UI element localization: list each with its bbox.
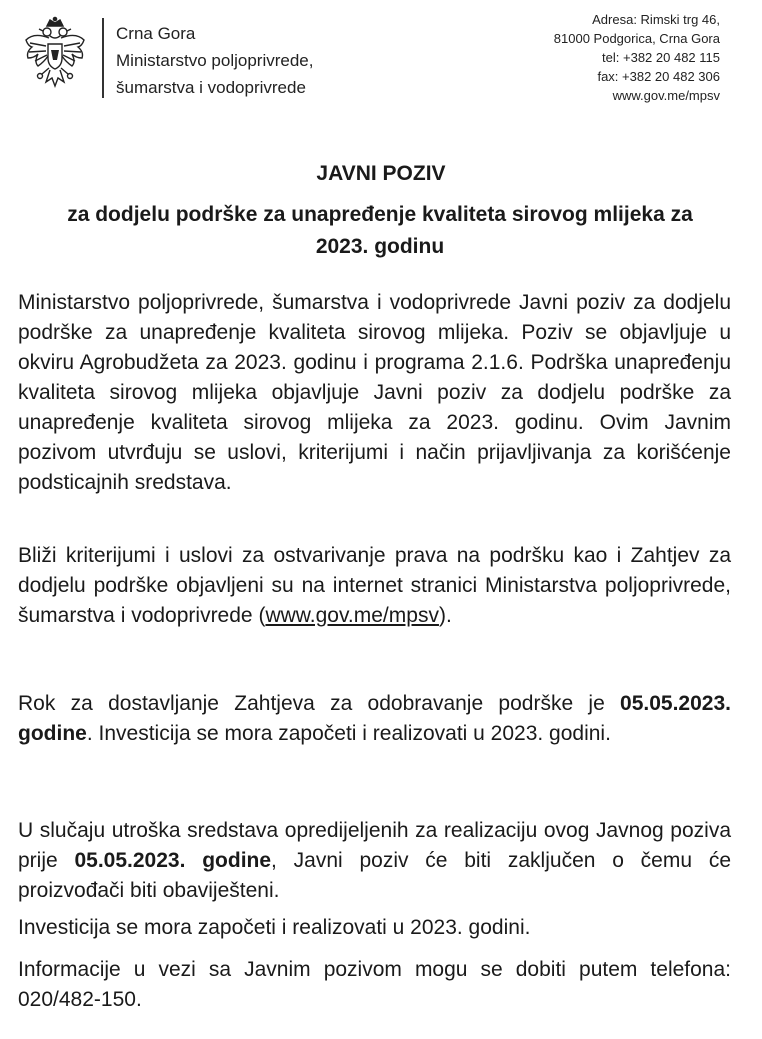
montenegro-coat-of-arms-icon (20, 16, 90, 96)
address-line-2: 81000 Podgorica, Crna Gora (553, 31, 720, 46)
criteria-text: Bliži kriterijumi i uslovi za ostvarivanje prava na podršku kao i Zahtjev za dodjelu podrške objavljeni su na internet stranici Ministarstva poljoprivrede, šumarstva i vodoprivrede (18, 544, 731, 627)
website: www.gov.me/mpsv (612, 88, 720, 103)
deadline-text: Rok za dostavljanje Zahtjeva za odobravanje podrške je (18, 692, 605, 715)
ministry-name (116, 20, 313, 101)
paragraph-contact-info: Informacije u vezi sa Javnim pozivom mogu se dobiti putem telefona: 020/482-150. (18, 958, 731, 1011)
header-divider (102, 18, 104, 98)
fax: fax: +382 20 482 306 (597, 69, 720, 84)
paragraph-deadline (18, 689, 731, 749)
ministry-line-2: šumarstva i vodoprivrede (116, 78, 306, 97)
ministry-website-link[interactable]: www.gov.me/mpsv (265, 604, 439, 627)
funds-date: 05.05.2023. godine (74, 849, 272, 872)
funds-text-after: , Javni poziv će biti zaključen o čemu će proizvođači biti obaviješteni. (18, 849, 731, 902)
ministry-line-1: Ministarstvo poljoprivrede, (116, 51, 314, 70)
deadline-text-after: . Investicija se mora započeti i realizovati u 2023. godini. (86, 722, 611, 745)
deadline-date: 05.05.2023. godine (18, 692, 731, 745)
document-title: JAVNI POZIV (316, 162, 446, 185)
country-name: Crna Gora (116, 24, 196, 43)
address-line-1: Adresa: Rimski trg 46, (592, 12, 720, 27)
link-open-paren: ( (258, 604, 266, 627)
paragraph-criteria (18, 541, 731, 631)
contact-block (554, 10, 720, 105)
letterhead (0, 0, 762, 110)
paragraph-investment: Investicija se mora započeti i realizovati u 2023. godini. (18, 916, 531, 939)
link-close-paren: ). (438, 604, 452, 627)
funds-text: U slučaju utroška sredstava opredijeljenih za realizaciju ovog Javnog poziva prije (18, 819, 731, 872)
phone: tel: +382 20 482 115 (602, 50, 720, 65)
document-subtitle: za dodjelu podrške za unapređenje kvaliteta sirovog mlijeka za 2023. godinu (67, 203, 693, 258)
paragraph-intro: Ministarstvo poljoprivrede, šumarstva i vodoprivrede Javni poziv za dodjelu podrške za unapređenje kvaliteta sirovog mlijeka. Poziv se objavljuje u okviru Agrobudžeta za 2023. godinu i programa 2.1.6. Podrška unapređenju kvaliteta sirovog mlijeka objavljuje Javni poziv za dodjelu podrške za unapređenje kvaliteta sirovog mlijeka za 2023. godinu. Ovim Javnim pozivom utvrđuju se uslovi, kriterijumi i način prijavljivanja za korišćenje podsticajnih sredstava. (18, 291, 731, 494)
paragraph-funds (18, 816, 731, 906)
